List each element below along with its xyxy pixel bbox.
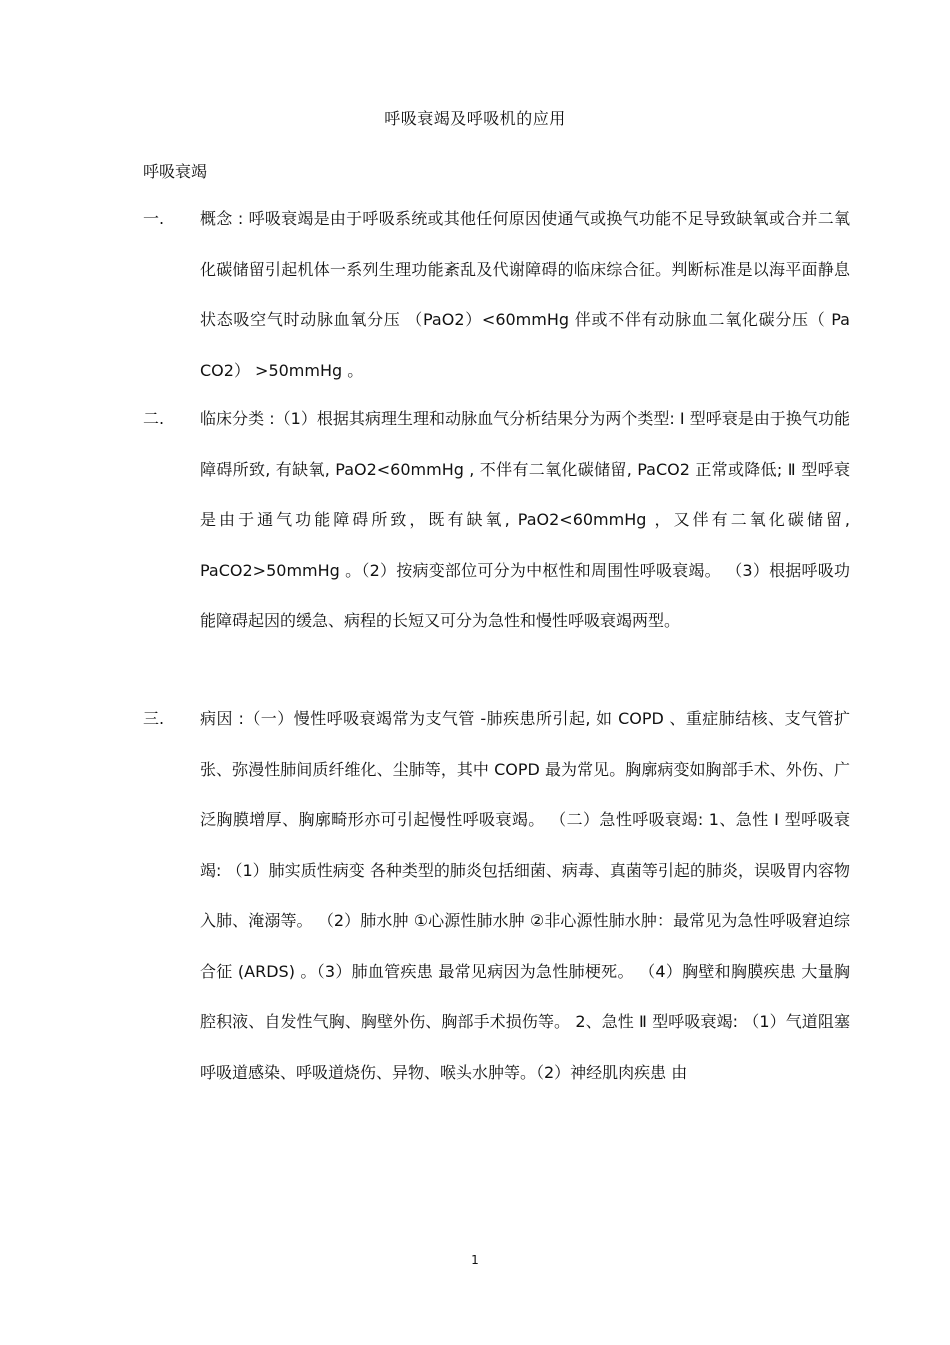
section-number: 二. xyxy=(143,409,165,428)
page-number: 1 xyxy=(471,1253,479,1267)
section-heading: 呼吸衰竭 xyxy=(143,162,208,181)
section-number: 一. xyxy=(143,209,165,228)
section-text: 病因 :（一）慢性呼吸衰竭常为支气管 -肺疾患所引起, 如 COPD 、重症肺结核、支气管扩张、弥漫性肺间质纤维化、尘肺等，其中 COPD 最为常见。胸廓病变如胸部手术、外伤、广泛胸膜增厚、胸廓畸形亦可引起慢性呼吸衰竭。 （二）急性呼吸衰竭: 1、急性 Ⅰ 型呼吸衰竭: （1）肺实质性病变 各种类型的肺炎包括细菌、病毒、真菌等引起的肺炎，误吸胃内容物入肺、淹溺等。 （2）肺水肿 ①心源性肺水肿 ②非心源性肺水肿：最常见为急性呼吸窘迫综合征 (ARDS) 。（3）肺血管疾患 最常见病因为急性肺梗死。 （4）胸壁和胸膜疾患 大量胸腔积液、自发性气胸、胸壁外伤、胸部手术损伤等。 2、急性 Ⅱ 型呼吸衰竭: （1）气道阻塞 呼吸道感染、呼吸道烧伤、异物、喉头水肿等。（2）神经肌肉疾患 由 xyxy=(200,709,850,1082)
section-text: 概念 : 呼吸衰竭是由于呼吸系统或其他任何原因使通气或换气功能不足导致缺氧或合并二氧化碳储留引起机体一系列生理功能紊乱及代谢障碍的临床综合征。判断标准是以海平面静息状态吸空气时动脉血氧分压 （PaO2）<60mmHg 伴或不伴有动脉血二氧化碳分压（ Pa CO2） >50mmHg 。 xyxy=(200,209,850,380)
section-text: 临床分类 :（1）根据其病理生理和动脉血气分析结果分为两个类型: Ⅰ 型呼衰是由于换气功能障碍所致, 有缺氧, PaO2<60mmHg , 不伴有二氧化碳储留, PaCO2 正常或降低; Ⅱ 型呼衰是由于通气功能障碍所致，既有缺氧, PaO2<60mmHg ，又伴有二氧化碳储留, PaCO2>50mmHg 。（2）按病变部位可分为中枢性和周围性呼吸衰竭。 （3）根据呼吸功能障碍起因的缓急、病程的长短又可分为急性和慢性呼吸衰竭两型。 xyxy=(200,409,850,630)
section-number: 三. xyxy=(143,709,165,728)
document-title: 呼吸衰竭及呼吸机的应用 xyxy=(384,109,566,128)
